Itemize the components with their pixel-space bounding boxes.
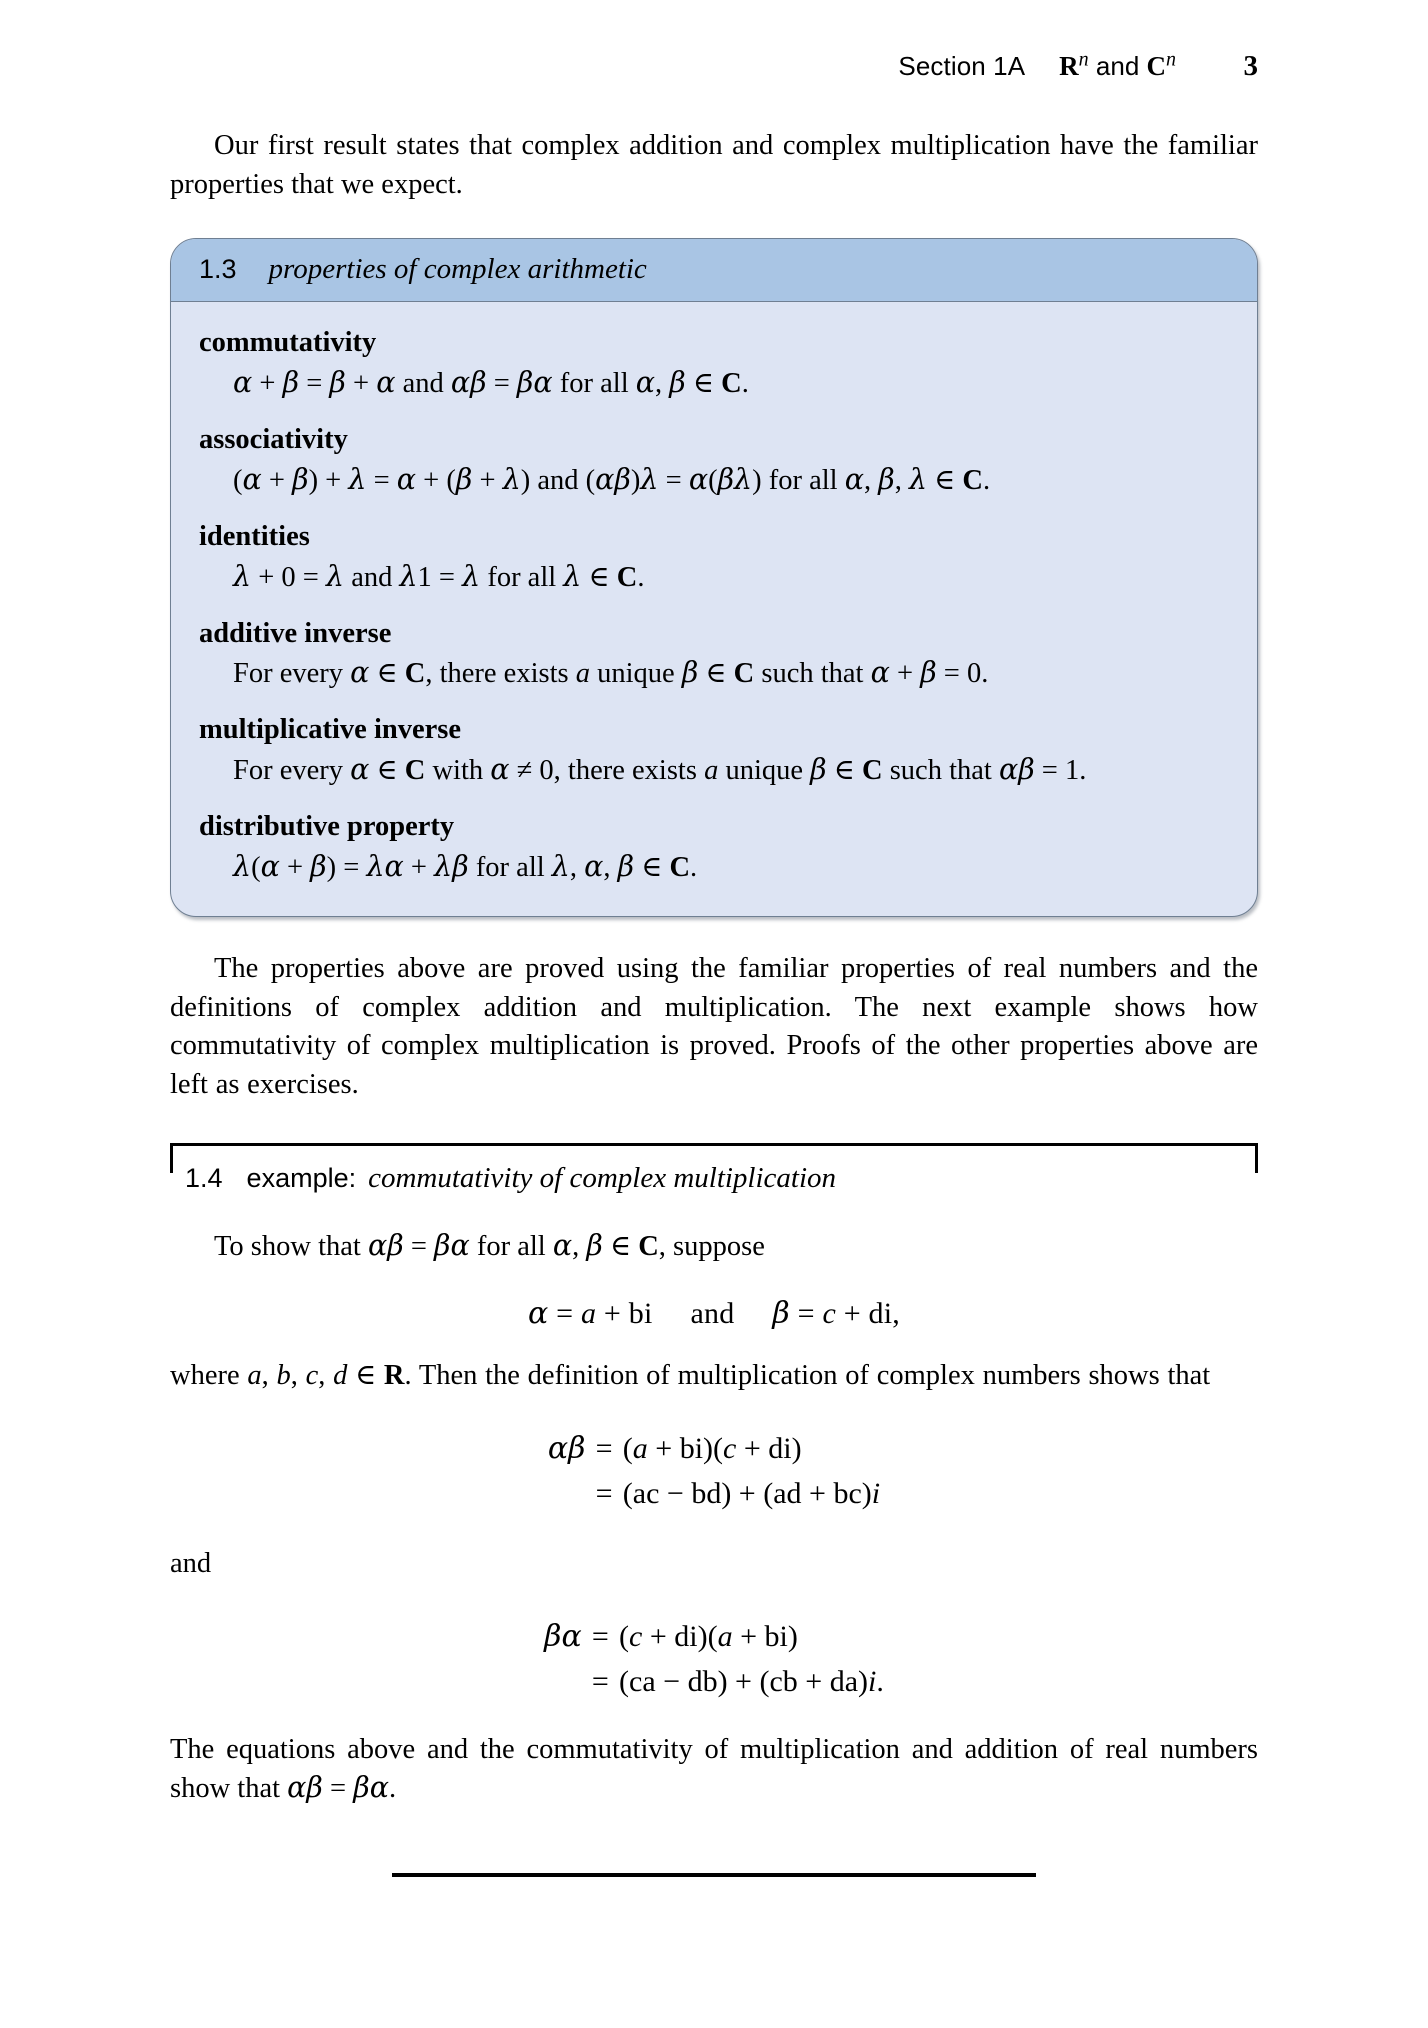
intro-paragraph: Our first result states that complex addition and complex multiplication have the familiar properties that we expect. — [170, 130, 1258, 200]
display-connector: and — [690, 1297, 735, 1331]
display-equation-definitions — [170, 1296, 1258, 1331]
equation-relation: = — [591, 1665, 609, 1699]
example-lead-in: To show that αβ = βα for all α, β ∈ C, suppose — [214, 1228, 765, 1262]
equation-lhs: αβ — [547, 1430, 586, 1466]
field-c-exponent: n — [1166, 48, 1176, 71]
equation-rhs: (a + bi)(c + di) — [622, 1431, 802, 1465]
equation-lhs: βα — [544, 1618, 582, 1654]
field-r-exponent: n — [1078, 48, 1089, 71]
property-name: associativity — [199, 424, 348, 456]
equation-rhs: (ca − db) + (cb + da)i. — [619, 1665, 884, 1699]
result-box-header — [171, 239, 1257, 302]
equation-lhs — [548, 1471, 596, 1517]
conjunction-and: and — [170, 1547, 212, 1579]
equation-relation: = — [595, 1431, 613, 1465]
example-box-bottom-rule-wrap — [170, 1831, 1258, 1877]
where-paragraph: where a, b, c, d ∈ R. Then the definition of multiplication of complex numbers shows that — [170, 1360, 1211, 1392]
property-item — [199, 423, 1227, 499]
running-head-section: Section 1A — [898, 51, 1026, 81]
field-conjunction: and — [1088, 51, 1147, 81]
example-box-1-4-frame — [170, 1143, 1258, 1194]
aligned-equations-alpha-beta — [170, 1426, 1258, 1517]
example-box-header — [185, 1162, 1255, 1195]
example-closing-paragraph: The equations above and the commutativity of multiplication and addition of real numbers show that αβ = βα. — [170, 1733, 1258, 1805]
example-body — [170, 1227, 1258, 1877]
property-statement: α + β = β + α and αβ = βα for all α, β ∈ C. — [233, 365, 749, 399]
equation-relation: = — [591, 1619, 609, 1653]
example-number: 1.4 — [185, 1162, 223, 1193]
field-r-symbol: R — [1059, 51, 1079, 81]
property-statement: For every α ∈ C with α ≠ 0, there exists a unique β ∈ C such that αβ = 1. — [233, 753, 1087, 787]
aligned-equations-beta-alpha — [170, 1614, 1258, 1705]
equation-row — [548, 1426, 880, 1472]
result-box-1-3 — [170, 238, 1258, 917]
equation-relation: = — [595, 1477, 613, 1511]
property-item — [199, 617, 1227, 693]
property-statement: λ + 0 = λ and λ1 = λ for all λ ∈ C. — [233, 559, 645, 593]
equation-row — [548, 1471, 880, 1517]
property-statement: λ(α + β) = λα + λβ for all λ, α, β ∈ C. — [233, 850, 698, 884]
property-item — [199, 810, 1227, 886]
result-box-title: properties of complex arithmetic — [268, 253, 647, 286]
example-box-bottom-rule — [392, 1873, 1036, 1877]
property-name: identities — [199, 520, 310, 552]
proof-discussion-paragraph: The properties above are proved using the familiar properties of real numbers and the definitions of complex addition and multiplication. The next example shows how commutativity of complex multiplication is proved. Proofs of the other properties above are left as exercises. — [170, 953, 1258, 1100]
property-statement: (α + β) + λ = α + (β + λ) and (αβ)λ = α(βλ) for all α, β, λ ∈ C. — [233, 462, 991, 496]
equation-row — [544, 1659, 884, 1705]
beta-definition: β = c + di, — [772, 1296, 900, 1332]
equation-rhs: (c + di)(a + bi) — [619, 1619, 798, 1653]
example-title: commutativity of complex multiplication — [368, 1161, 837, 1194]
equation-lhs — [544, 1659, 592, 1705]
running-head — [170, 0, 1258, 90]
property-name: multiplicative inverse — [199, 714, 461, 746]
property-name: distributive property — [199, 811, 455, 843]
result-box-body — [171, 302, 1257, 916]
property-name: commutativity — [199, 327, 377, 359]
equation-row — [544, 1614, 884, 1660]
result-box-number: 1.3 — [199, 254, 237, 285]
field-c-symbol: C — [1146, 51, 1166, 81]
property-item — [199, 713, 1227, 789]
running-head-fields — [1059, 48, 1176, 82]
page-number: 3 — [1243, 50, 1258, 82]
property-statement: For every α ∈ C, there exists a unique β ∈ C such that α + β = 0. — [233, 656, 989, 690]
equation-rhs: (ac − bd) + (ad + bc)i — [622, 1477, 881, 1511]
property-name: additive inverse — [199, 617, 392, 649]
example-label: example: — [246, 1162, 357, 1193]
alpha-definition: α = a + bi — [528, 1296, 653, 1332]
property-item — [199, 326, 1227, 402]
property-item — [199, 520, 1227, 596]
